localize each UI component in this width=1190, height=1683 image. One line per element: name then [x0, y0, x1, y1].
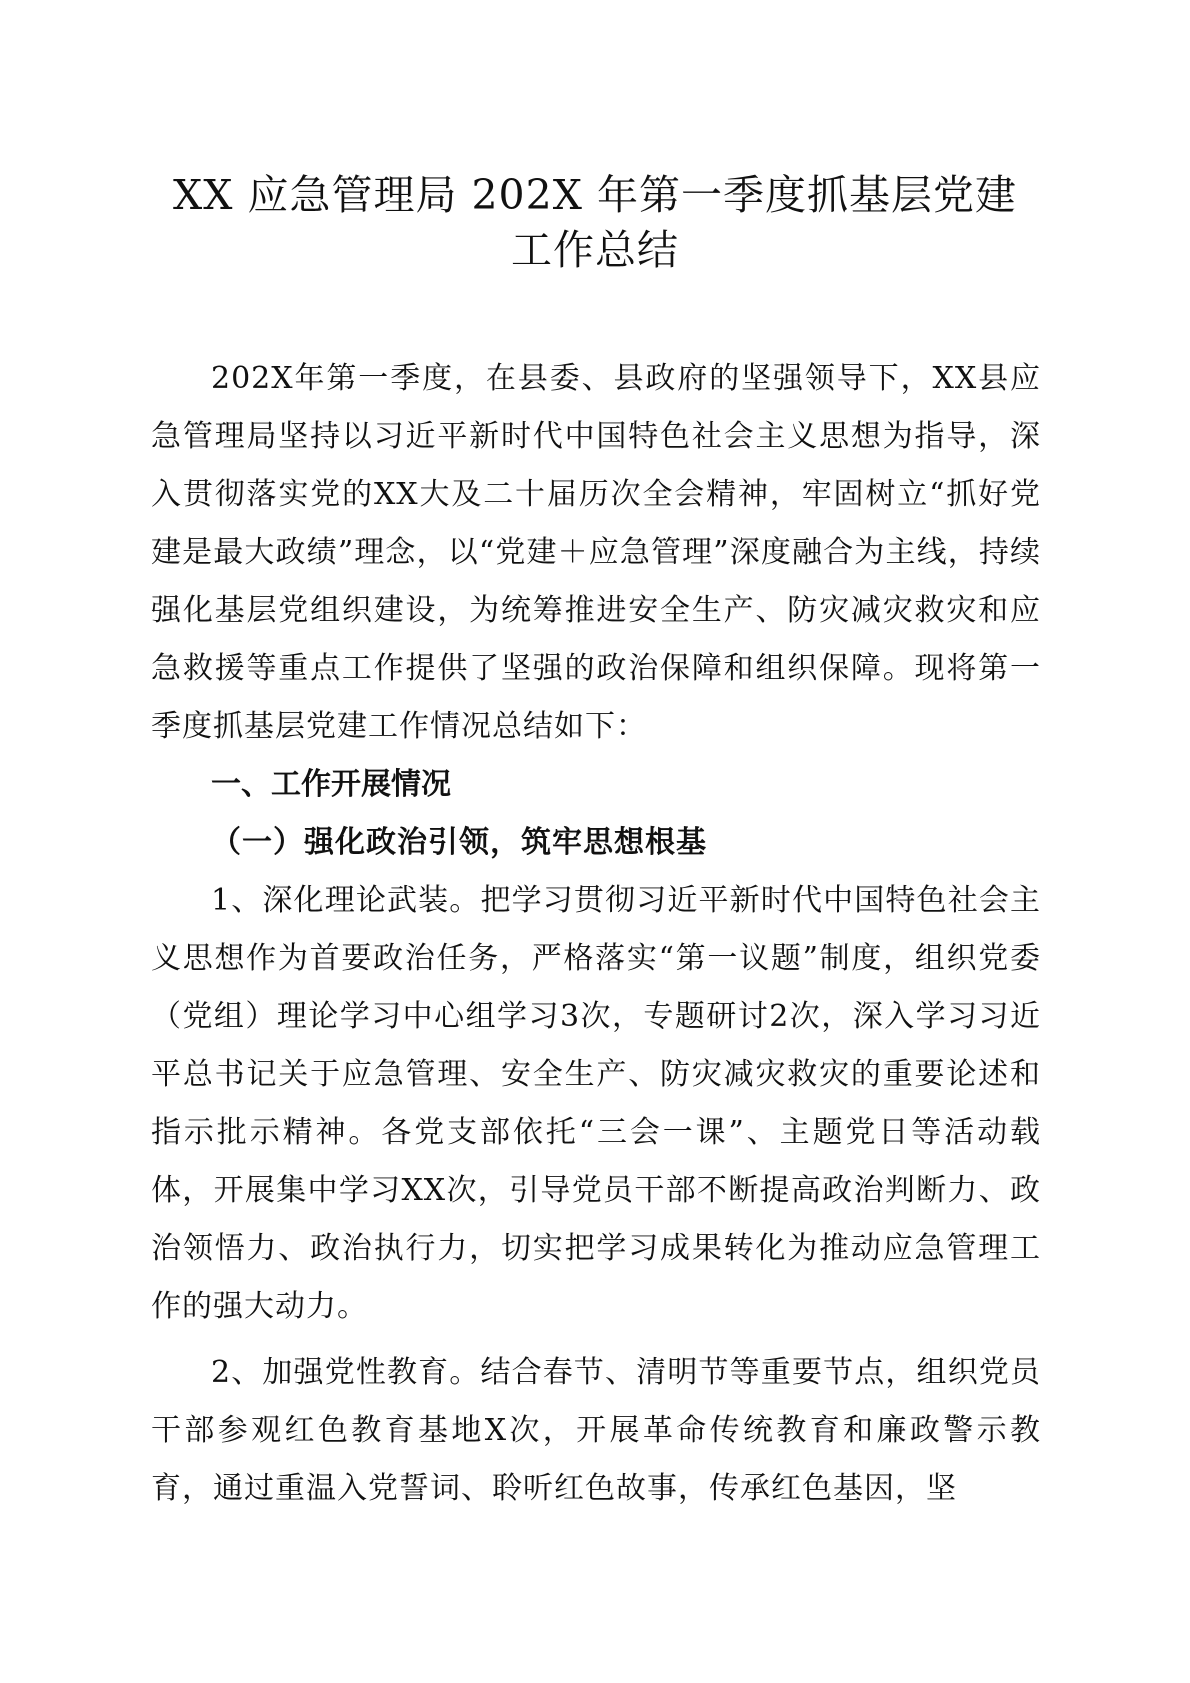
document-body: [151, 350, 1041, 1518]
intro-paragraph: 202X年第一季度，在县委、县政府的坚强领导下，XX县应急管理局坚持以习近平新时代中国特色社会主义思想为指导，深入贯彻落实党的XX大及二十届历次全会精神，牢固树立“抓好党建是最大政绩”理念，以“党建＋应急管理”深度融合为主线，持续强化基层党组织建设，为统筹推进安全生产、防灾减灾救灾和应急救援等重点工作提供了坚强的政治保障和组织保障。现将第一季度抓基层党建工作情况总结如下：: [151, 361, 1041, 744]
title-line-2: 工作总结: [511, 226, 679, 274]
item-paragraph-2: 2、加强党性教育。结合春节、清明节等重要节点，组织党员干部参观红色教育基地X次，开展革命传统教育和廉政警示教育，通过重温入党誓词、聆听红色故事，传承红色基因，坚: [151, 1355, 1041, 1506]
document-title: [130, 168, 1060, 278]
title-line-1: XX 应急管理局 202X 年第一季度抓基层党建: [173, 171, 1017, 219]
item-paragraph-1: 1、深化理论武装。把学习贯彻习近平新时代中国特色社会主义思想作为首要政治任务，严格落实“第一议题”制度，组织党委（党组）理论学习中心组学习3次，专题研讨2次，深入学习习近平总书记关于应急管理、安全生产、防灾减灾救灾的重要论述和指示批示精神。各党支部依托“三会一课”、主题党日等活动载体，开展集中学习XX次，引导党员干部不断提高政治判断力、政治领悟力、政治执行力，切实把学习成果转化为推动应急管理工作的强大动力。: [151, 883, 1041, 1324]
subsection-heading: （一）强化政治引领，筑牢思想根基: [211, 825, 707, 860]
section-heading: 一、工作开展情况: [211, 767, 451, 802]
